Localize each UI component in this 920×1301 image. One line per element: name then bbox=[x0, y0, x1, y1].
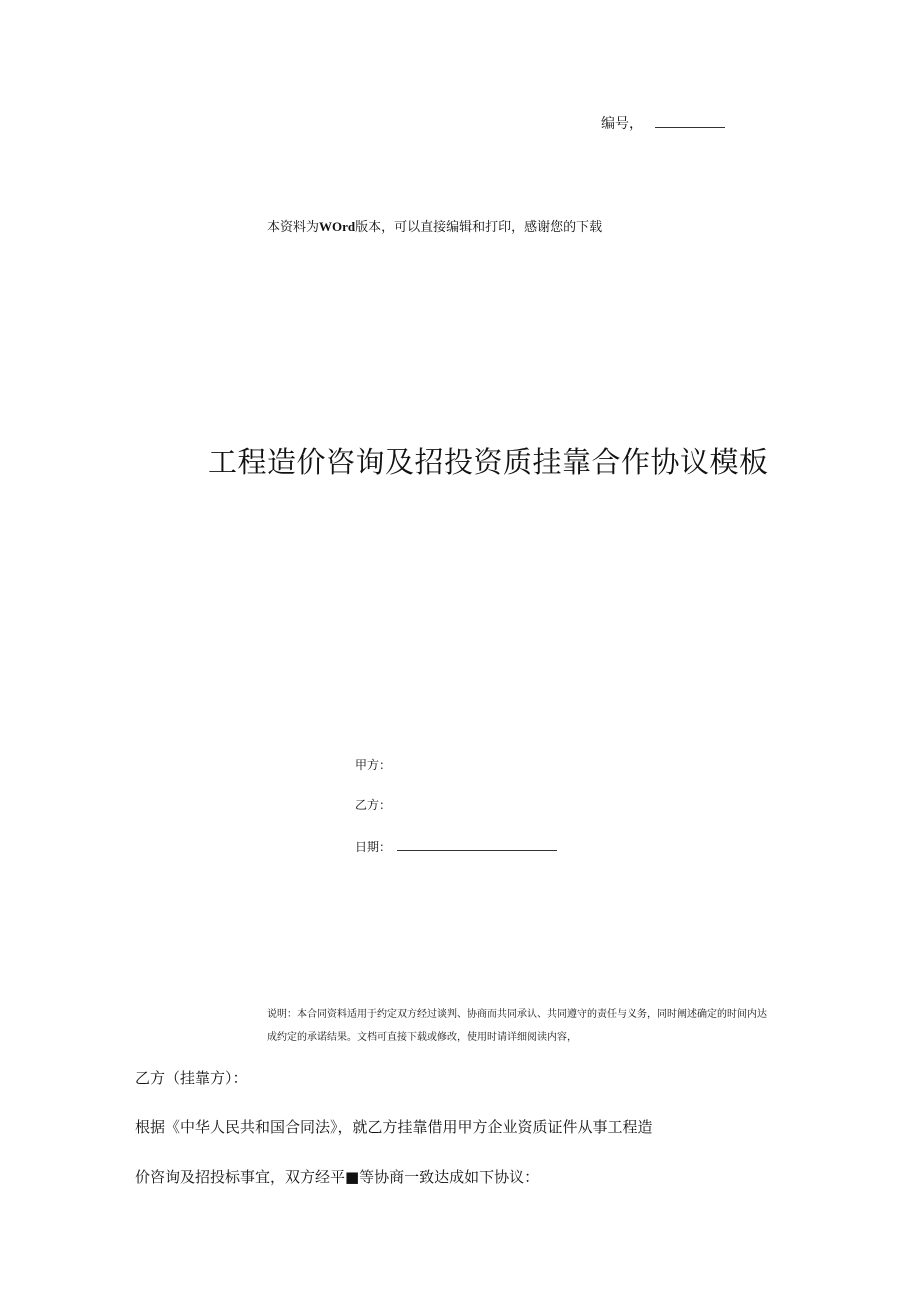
serial-number-blank bbox=[655, 113, 725, 128]
serial-number-row bbox=[601, 113, 725, 133]
document-title: 工程造价咨询及招投资质挂靠合作协议模板 bbox=[208, 445, 769, 479]
note-line-2: 成约定的承诺结果。文档可直接下载或修改，使用时请详细阅读内容， bbox=[267, 1032, 577, 1043]
date-blank bbox=[397, 838, 557, 851]
note-line-1: 说明：本合同资料适用于约定双方经过谈判、协商而共同承认、共同遵守的责任与义务，同时阐述确定的时间内达 bbox=[267, 1009, 767, 1020]
date-row bbox=[355, 838, 557, 855]
body-line-3: 价咨询及招投标事宜，双方经平■等协商一致达成如下协议： bbox=[135, 1168, 540, 1186]
body-line-1: 乙方（挂靠方）： bbox=[135, 1069, 248, 1087]
notice-prefix: 本资料为 bbox=[267, 220, 320, 235]
date-label: 日期： bbox=[355, 840, 392, 854]
party-b-label: 乙方： bbox=[355, 798, 392, 812]
party-a-label: 甲方： bbox=[355, 758, 392, 772]
notice-suffix: 版本，可以直接编辑和打印，感谢您的下载 bbox=[355, 220, 603, 235]
notice-word: WOrd bbox=[319, 219, 356, 234]
download-notice bbox=[267, 216, 602, 235]
serial-number-label: 编号， bbox=[601, 116, 643, 132]
body-line-2: 根据《中华人民共和国合同法》，就乙方挂靠借用甲方企业资质证件从事工程造 bbox=[135, 1118, 653, 1136]
